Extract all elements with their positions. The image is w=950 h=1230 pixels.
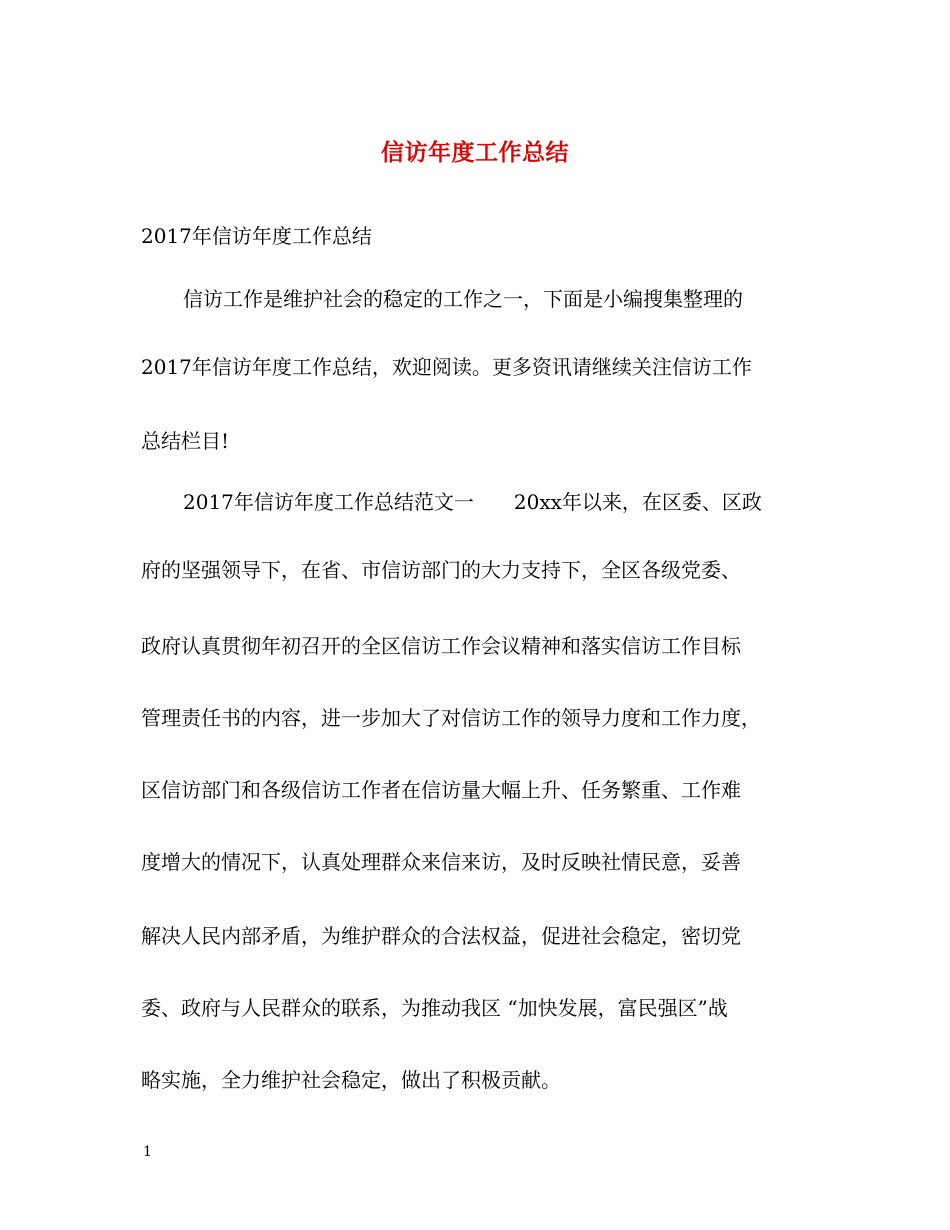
body-line-3: 管理责任书的内容，进一步加大了对信访工作的领导力度和工作力度， [141, 706, 761, 730]
body-line-6: 解决人民内部矛盾，为维护群众的合法权益，促进社会稳定，密切党 [141, 924, 741, 948]
subtitle: 2017年信访年度工作总结 [141, 224, 372, 248]
intro-line-1: 信访工作是维护社会的稳定的工作之一，下面是小编搜集整理的 [183, 287, 743, 311]
body-line-1: 府的坚强领导下，在省、市信访部门的大力支持下，全区各级党委、 [141, 558, 741, 582]
body-line-8: 略实施，全力维护社会稳定，做出了积极贡献。 [141, 1068, 561, 1092]
body-line-4: 区信访部门和各级信访工作者在信访量大幅上升、任务繁重、工作难 [141, 778, 741, 802]
body-first-line [183, 488, 853, 516]
sample-heading: 2017年信访年度工作总结范文一 [183, 490, 474, 514]
page-number: 1 [143, 1144, 152, 1160]
body-line-2: 政府认真贯彻年初召开的全区信访工作会议精神和落实信访工作目标 [141, 634, 741, 658]
body-line-5: 度增大的情况下，认真处理群众来信来访，及时反映社情民意，妥善 [141, 850, 741, 874]
page-title: 信访年度工作总结 [381, 139, 569, 166]
intro-line-3: 总结栏目! [141, 429, 230, 453]
body-first-line-text: 20xx年以来，在区委、区政 [513, 490, 762, 514]
body-line-7: 委、政府与人民群众的联系，为推动我区 “加快发展，富民强区”战 [141, 996, 728, 1020]
intro-line-2: 2017年信访年度工作总结，欢迎阅读。更多资讯请继续关注信访工作 [141, 355, 752, 379]
